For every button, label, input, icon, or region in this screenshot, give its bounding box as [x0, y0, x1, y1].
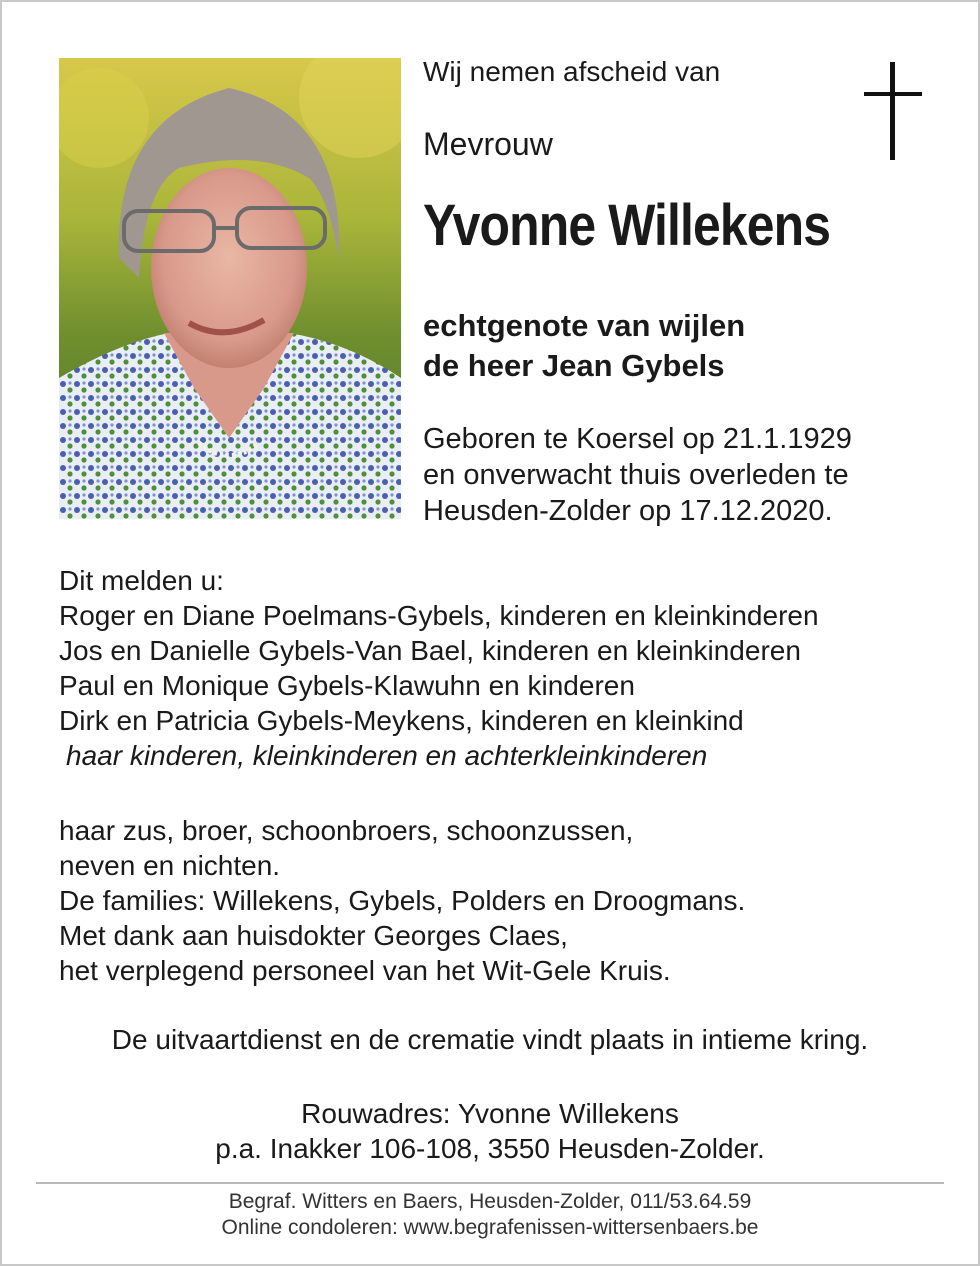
funeral-home-line: Begraf. Witters en Baers, Heusden-Zolder, 011/53.64.59	[228, 1190, 752, 1213]
birth-line: Heusden-Zolder op 17.12.2020.	[423, 495, 833, 527]
spouse-info	[423, 306, 745, 386]
family-line: het verplegend personeel van het Wit-Gele Kruis.	[59, 955, 671, 986]
portrait-photo	[59, 58, 401, 519]
family-line: Met dank aan huisdokter Georges Claes,	[59, 920, 568, 951]
deceased-name: Yvonne Willekens	[423, 193, 831, 258]
family-line: neven en nichten.	[59, 850, 281, 881]
mourning-address	[0, 1096, 980, 1166]
cross-icon	[864, 62, 922, 160]
family-list	[59, 813, 745, 988]
birth-line: en onverwacht thuis overleden te	[423, 459, 849, 491]
announcement-line: Jos en Danielle Gybels-Van Bael, kinderen en kleinkinderen	[59, 635, 801, 666]
spouse-line: echtgenote van wijlen	[423, 308, 746, 343]
footer-divider	[36, 1182, 944, 1184]
condolence-link[interactable]: Online condoleren: www.begrafenissen-wittersenbaers.be	[221, 1216, 759, 1239]
family-line: De families: Willekens, Gybels, Polders en Droogmans.	[59, 885, 746, 916]
family-line: haar zus, broer, schoonbroers, schoonzussen,	[59, 815, 634, 846]
address-line: p.a. Inakker 106-108, 3550 Heusden-Zolder.	[215, 1133, 765, 1164]
grandchildren-line: haar kinderen, kleinkinderen en achterkleinkinderen	[66, 740, 708, 771]
address-line: Rouwadres: Yvonne Willekens	[301, 1098, 679, 1129]
service-notice: De uitvaartdienst en de crematie vindt plaats in intieme kring.	[111, 1024, 869, 1055]
announcement-line: Dit melden u:	[59, 565, 224, 596]
intro-text: Wij nemen afscheid van	[423, 56, 721, 87]
announcement-line: Roger en Diane Poelmans-Gybels, kinderen en kleinkinderen	[59, 600, 819, 631]
spouse-line: de heer Jean Gybels	[423, 348, 725, 383]
birth-death-info	[423, 421, 852, 529]
announcement-line: Paul en Monique Gybels-Klawuhn en kinderen	[59, 670, 635, 701]
footer	[0, 1189, 980, 1241]
honorific: Mevrouw	[423, 126, 553, 162]
announcement-line: Dirk en Patricia Gybels-Meykens, kinderen en kleinkind	[59, 705, 744, 736]
announcement-list	[59, 563, 819, 773]
birth-line: Geboren te Koersel op 21.1.1929	[423, 423, 852, 455]
